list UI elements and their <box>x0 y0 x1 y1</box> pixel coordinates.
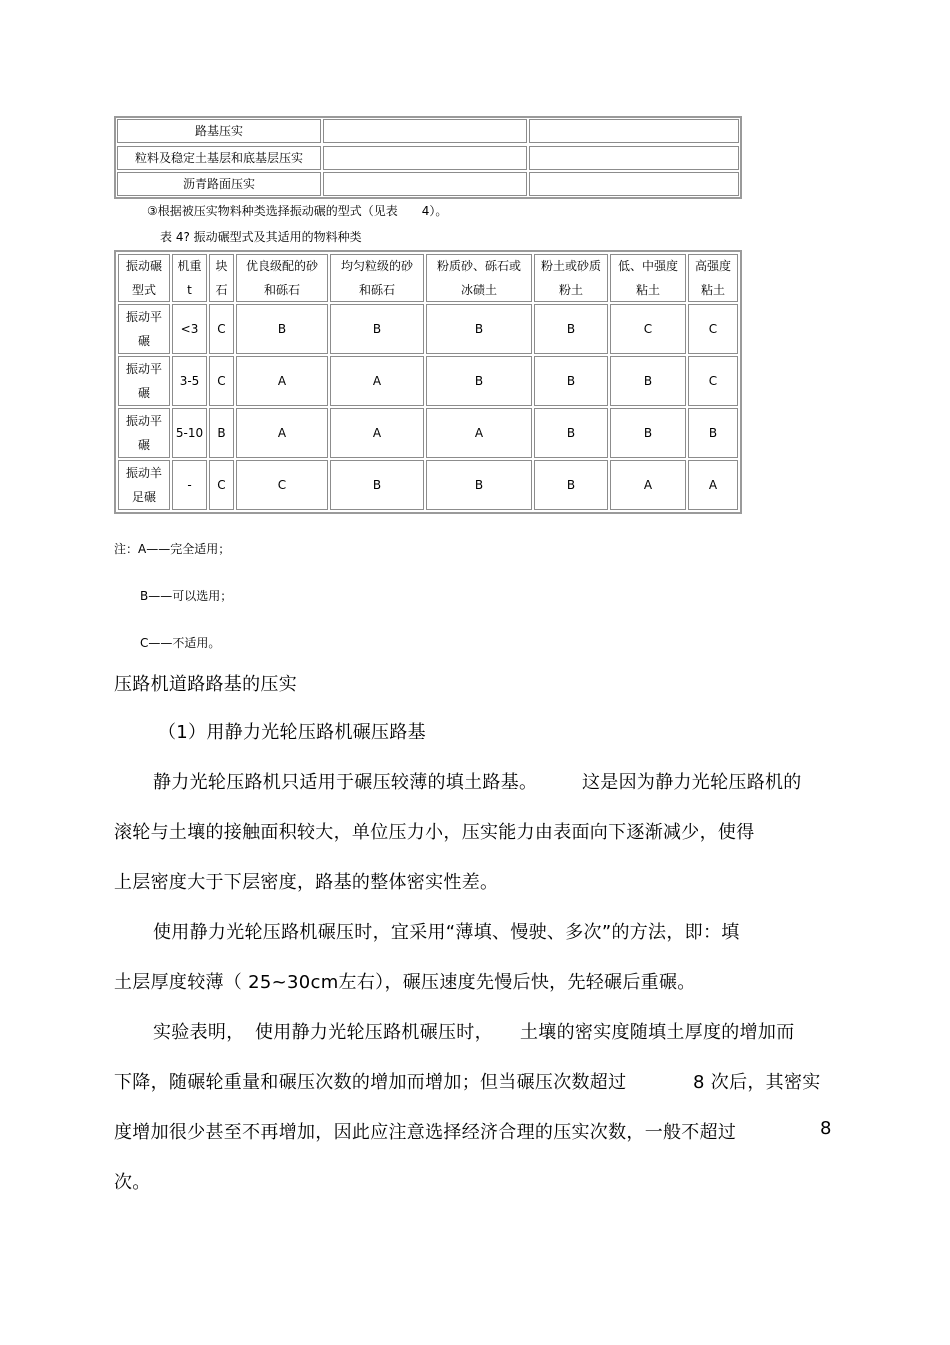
cell-line: 粉土 <box>558 283 583 297</box>
empty-cell <box>323 119 527 143</box>
paragraph-line: 这是因为静力光轮压路机的 <box>582 772 802 793</box>
rating-cell-text <box>709 473 717 497</box>
cell-line: 和砾石 <box>358 283 395 297</box>
cell-line: A <box>372 426 382 440</box>
rating-cell <box>236 356 328 406</box>
rating-cell <box>426 408 532 458</box>
rating-cell <box>688 460 738 510</box>
cell-line: 振动平 <box>125 414 162 428</box>
cell-line: A <box>643 478 653 492</box>
header-cell-text <box>618 254 678 302</box>
weight-cell <box>172 408 207 458</box>
cell-line: B <box>708 426 718 440</box>
cell-line: 振动平 <box>125 310 162 324</box>
rating-cell-text <box>373 369 381 393</box>
table-caption: 表 4? 振动碾型式及其适用的物料种类 <box>160 230 362 244</box>
paragraph-line: 8 <box>820 1118 832 1139</box>
table-row <box>114 146 742 172</box>
header-cell-text <box>341 254 413 302</box>
cell-line: 机重 <box>177 259 202 273</box>
note-a: A——完全适用； <box>138 542 231 556</box>
paragraph-line: 8 次后，其密实 <box>693 1072 821 1093</box>
cell-line: 碾 <box>137 334 150 348</box>
empty-cell <box>529 119 739 143</box>
header-cell-text <box>246 254 318 302</box>
section-title: 压路机道路路基的压实 <box>114 674 297 695</box>
rating-cell <box>330 356 424 406</box>
cell-line: 足碾 <box>131 490 156 504</box>
header-cell-text <box>437 254 521 302</box>
header-cell <box>330 254 424 302</box>
vibratory-roller-table <box>114 250 742 514</box>
cell-line: B <box>372 322 382 336</box>
roller-type-cell <box>118 356 170 406</box>
note-b: B——可以选用； <box>140 589 233 603</box>
rating-cell-text <box>567 421 575 445</box>
subsection-title: （1）用静力光轮压路机碾压路基 <box>158 722 426 743</box>
rating-cell-text <box>278 317 286 341</box>
cell-line: 型式 <box>131 283 156 297</box>
rating-cell <box>209 408 234 458</box>
header-cell <box>209 254 234 302</box>
cell-line: 粉质砂、砾石或 <box>436 259 521 273</box>
weight-cell-text <box>180 369 200 393</box>
cell-line: B <box>217 426 226 440</box>
rating-cell-text <box>644 369 652 393</box>
row-label: 路基压实 <box>117 119 321 143</box>
cell-line: 振动平 <box>125 362 162 376</box>
roller-type-cell-text <box>126 409 162 457</box>
roller-type-cell-text <box>126 305 162 353</box>
rating-cell-text <box>278 473 286 497</box>
roller-type-cell-text <box>126 357 162 405</box>
rating-cell-text <box>567 473 575 497</box>
cell-line: A <box>277 426 287 440</box>
cell-line: 高强度 <box>694 259 731 273</box>
rating-cell <box>209 356 234 406</box>
rating-cell-text <box>475 421 483 445</box>
header-cell <box>610 254 686 302</box>
rating-cell <box>426 304 532 354</box>
cell-line: 优良级配的砂 <box>245 259 318 273</box>
cell-line: A <box>277 374 287 388</box>
rating-cell <box>534 356 608 406</box>
roller-type-cell <box>118 408 170 458</box>
header-cell <box>118 254 170 302</box>
rating-cell-text <box>567 369 575 393</box>
header-cell-text <box>695 254 731 302</box>
rating-cell-text <box>217 369 225 393</box>
rating-cell-text <box>373 317 381 341</box>
paragraph-line: 滚轮与土壤的接触面积较大，单位压力小，压实能力由表面向下逐渐减少，使得 <box>114 822 755 843</box>
cell-line: 3-5 <box>179 374 200 388</box>
paragraph-line: 使用静力光轮压路机碾压时， <box>255 1022 493 1043</box>
note-c: C——不适用。 <box>140 636 221 650</box>
rating-cell <box>688 408 738 458</box>
rating-cell <box>236 408 328 458</box>
rating-cell <box>236 304 328 354</box>
row-label: 沥青路面压实 <box>117 172 321 196</box>
cell-line: B <box>566 478 576 492</box>
cell-line: C <box>708 322 718 336</box>
rating-cell-text <box>373 421 381 445</box>
paragraph-line: 土壤的密实度随填土厚度的增加而 <box>520 1022 795 1043</box>
rating-cell-text <box>475 473 483 497</box>
cell-line: A <box>708 478 718 492</box>
cell-line: B <box>474 374 484 388</box>
cell-line: C <box>643 322 653 336</box>
rating-cell <box>610 460 686 510</box>
rating-cell-text <box>278 369 286 393</box>
cell-line: B <box>643 426 653 440</box>
cell-line: 石 <box>215 283 228 297</box>
cell-line: A <box>372 374 382 388</box>
rating-cell <box>610 356 686 406</box>
header-cell <box>172 254 207 302</box>
empty-cell <box>529 146 739 170</box>
rating-cell-text <box>644 473 652 497</box>
header-cell-text <box>215 254 227 302</box>
empty-cell <box>529 172 739 196</box>
header-cell <box>426 254 532 302</box>
cell-line: 粘土 <box>700 283 725 297</box>
rating-cell <box>534 304 608 354</box>
cell-line: 粘土 <box>635 283 660 297</box>
row-label: 粒料及稳定土基层和底基层压实 <box>117 146 321 170</box>
cell-line: B <box>474 322 484 336</box>
rating-cell <box>688 356 738 406</box>
roller-type-cell-text <box>126 461 162 509</box>
cell-line: B <box>643 374 653 388</box>
header-cell-text <box>177 254 201 302</box>
header-cell <box>688 254 738 302</box>
rating-cell-text <box>217 421 225 445</box>
weight-cell-text <box>187 473 191 497</box>
rating-cell-text <box>567 317 575 341</box>
cell-line: C <box>217 374 226 388</box>
cell-line: 粉土或砂质 <box>540 259 601 273</box>
cell-line: A <box>474 426 484 440</box>
cell-line: B <box>566 426 576 440</box>
cell-line: B <box>566 322 576 336</box>
roller-type-cell <box>118 304 170 354</box>
compaction-table <box>114 116 742 199</box>
cell-line: C <box>217 478 226 492</box>
table-row <box>114 119 742 145</box>
cell-line: 块 <box>215 259 228 273</box>
cell-line: 碾 <box>137 438 150 452</box>
paragraph-line: 度增加很少甚至不再增加，因此应注意选择经济合理的压实次数，一般不超过 <box>114 1122 737 1143</box>
rating-cell <box>610 408 686 458</box>
cell-line: 5-10 <box>175 426 204 440</box>
empty-cell <box>323 146 527 170</box>
rating-cell-text <box>475 317 483 341</box>
rating-cell <box>209 304 234 354</box>
cell-line: B <box>566 374 576 388</box>
rating-cell <box>534 460 608 510</box>
cell-line: C <box>217 322 226 336</box>
rating-cell-text <box>217 473 225 497</box>
rating-cell <box>330 408 424 458</box>
paragraph-line: 实验表明， <box>153 1022 245 1043</box>
cell-line: 振动碾 <box>125 259 162 273</box>
rating-cell <box>330 304 424 354</box>
weight-cell <box>172 304 207 354</box>
table-row <box>114 172 742 198</box>
rating-cell <box>688 304 738 354</box>
rating-cell <box>426 356 532 406</box>
cell-line: 均匀粒级的砂 <box>340 259 413 273</box>
cell-line: <3 <box>180 322 199 336</box>
paragraph-line: 土层厚度较薄（ 25~30cm左右），碾压速度先慢后快，先轻碾后重碾。 <box>114 972 696 993</box>
rating-cell-text <box>709 317 717 341</box>
rating-cell-text <box>278 421 286 445</box>
rating-cell-text <box>373 473 381 497</box>
weight-cell <box>172 356 207 406</box>
note-line-a <box>114 540 230 557</box>
weight-cell-text <box>181 317 199 341</box>
rating-cell <box>534 408 608 458</box>
rating-cell-text <box>644 421 652 445</box>
header-cell <box>236 254 328 302</box>
weight-cell <box>172 460 207 510</box>
weight-cell-text <box>176 421 203 445</box>
rating-cell-text <box>644 317 652 341</box>
paragraph-line: 次。 <box>114 1172 151 1193</box>
paragraph-line: 静力光轮压路机只适用于碾压较薄的填土路基。 <box>153 772 538 793</box>
rating-cell <box>610 304 686 354</box>
paragraph-line: 下降，随碾轮重量和碾压次数的增加而增加；但当碾压次数超过 <box>114 1072 627 1093</box>
cell-line: 和砾石 <box>263 283 300 297</box>
rating-cell <box>330 460 424 510</box>
paragraph-line: 使用静力光轮压路机碾压时，宜采用“薄填、慢驶、多次”的方法，即：填 <box>153 922 740 943</box>
cell-line: B <box>372 478 382 492</box>
cell-line: C <box>277 478 287 492</box>
cell-line: 振动羊 <box>125 466 162 480</box>
instruction-text: ③根据被压实物料种类选择振动碾的型式（见表 4）。 <box>147 204 448 218</box>
cell-line: 碾 <box>137 386 150 400</box>
cell-line: B <box>277 322 287 336</box>
cell-line: B <box>474 478 484 492</box>
rating-cell-text <box>475 369 483 393</box>
cell-line: 冰碛土 <box>460 283 497 297</box>
header-cell-text <box>126 254 162 302</box>
rating-cell <box>236 460 328 510</box>
cell-line: C <box>708 374 718 388</box>
roller-type-cell <box>118 460 170 510</box>
paragraph-line: 上层密度大于下层密度，路基的整体密实性差。 <box>114 872 499 893</box>
rating-cell <box>426 460 532 510</box>
cell-line: - <box>187 478 192 492</box>
rating-cell-text <box>709 369 717 393</box>
header-cell-text <box>541 254 601 302</box>
note-prefix: 注： <box>114 542 139 556</box>
header-cell <box>534 254 608 302</box>
cell-line: 低、中强度 <box>617 259 678 273</box>
rating-cell-text <box>217 317 225 341</box>
rating-cell-text <box>709 421 717 445</box>
empty-cell <box>323 172 527 196</box>
rating-cell <box>209 460 234 510</box>
cell-line: t <box>187 283 192 297</box>
